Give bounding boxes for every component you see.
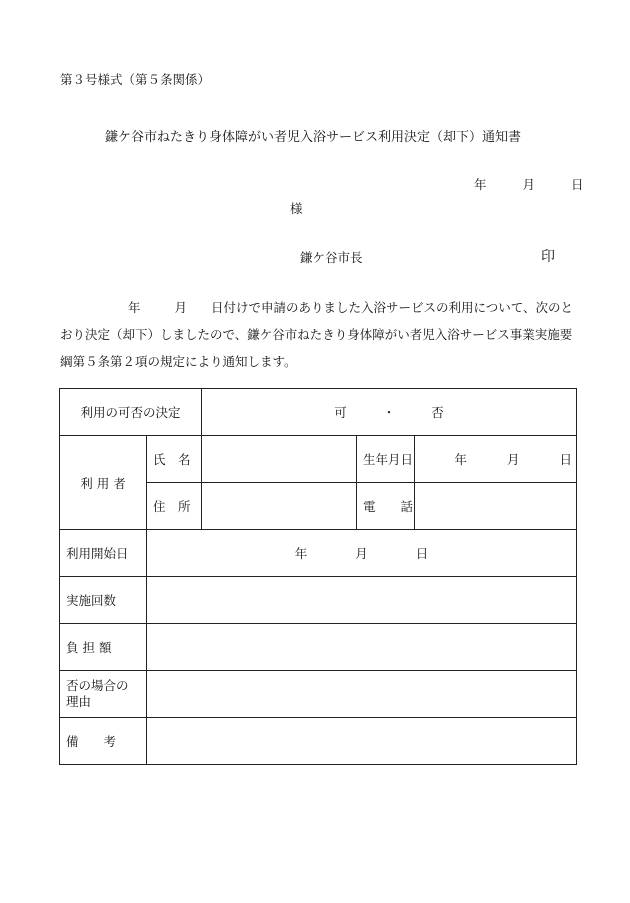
start-month: 月 <box>355 546 368 561</box>
birth-field[interactable] <box>415 436 577 483</box>
decision-dot: ・ <box>382 405 396 420</box>
burden-field[interactable] <box>147 624 577 671</box>
count-label: 実施回数 <box>60 577 147 624</box>
addressee-suffix: 様 <box>290 201 303 216</box>
notice-table <box>59 388 577 765</box>
issuer-name: 鎌ケ谷市長 <box>300 250 363 265</box>
issue-date <box>474 175 583 193</box>
count-row <box>60 577 577 624</box>
reason-label-line2: 理由 <box>66 694 92 709</box>
body-text: 日付けで申請のありました入浴サービスの利用について、次のとおり決定（却下）しましたので、鎌ケ谷市ねたきり身体障がい者児入浴サービス事業実施要綱第５条第２項の規定により通知します。 <box>60 300 574 369</box>
phone-field[interactable] <box>415 483 577 530</box>
reason-row <box>60 671 577 718</box>
decision-no: 否 <box>431 405 444 420</box>
issue-date-month: 月 <box>522 177 535 192</box>
user-row-1 <box>60 436 577 483</box>
reason-label <box>60 671 147 718</box>
body-month: 月 <box>174 300 188 315</box>
birth-year: 年 <box>454 452 468 467</box>
notice-body <box>60 294 578 375</box>
decision-label: 利用の可否の決定 <box>60 389 202 436</box>
remarks-row <box>60 718 577 765</box>
birth-month: 月 <box>507 452 520 467</box>
decision-value <box>202 389 577 436</box>
decision-row <box>60 389 577 436</box>
start-field[interactable] <box>147 530 577 577</box>
remarks-field[interactable] <box>147 718 577 765</box>
reason-field[interactable] <box>147 671 577 718</box>
document-title: 鎌ケ谷市ねたきり身体障がい者児入浴サービス利用決定（却下）通知書 <box>105 130 522 145</box>
form-number: 第３号様式（第５条関係） <box>60 72 211 87</box>
start-year: 年 <box>294 546 308 561</box>
count-field[interactable] <box>147 577 577 624</box>
seal-mark: 印 <box>541 249 555 265</box>
address-label: 住 所 <box>147 483 202 530</box>
burden-row <box>60 624 577 671</box>
issue-date-year: 年 <box>474 177 487 192</box>
remarks-label: 備 考 <box>60 718 147 765</box>
start-row <box>60 530 577 577</box>
burden-label: 負 担 額 <box>60 624 147 671</box>
body-year: 年 <box>128 300 141 315</box>
start-day: 日 <box>415 546 429 561</box>
issue-date-day: 日 <box>570 177 584 192</box>
user-label: 利 用 者 <box>60 436 147 530</box>
address-field[interactable] <box>202 483 357 530</box>
name-field[interactable] <box>202 436 357 483</box>
name-label: 氏 名 <box>147 436 202 483</box>
start-label: 利用開始日 <box>60 530 147 577</box>
reason-label-line1: 否の場合の <box>66 678 129 693</box>
phone-label: 電 話 <box>357 483 415 530</box>
birth-day: 日 <box>559 452 573 467</box>
decision-yes: 可 <box>334 405 347 420</box>
birth-label: 生年月日 <box>357 436 415 483</box>
